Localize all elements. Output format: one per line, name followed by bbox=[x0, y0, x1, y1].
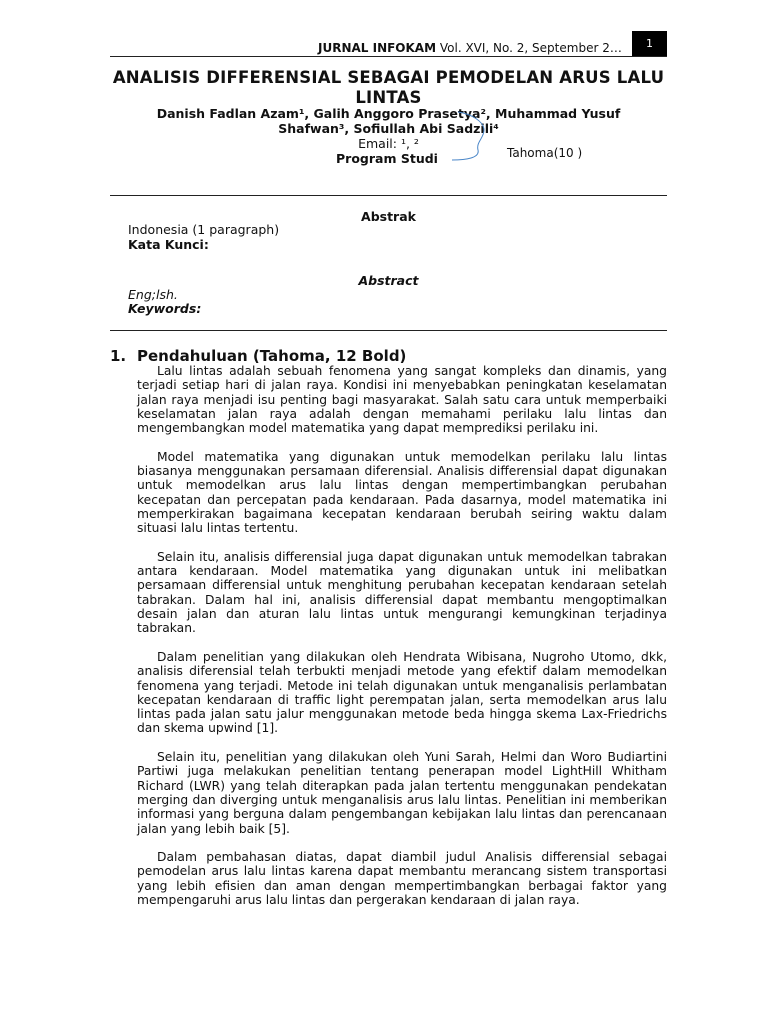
section-body bbox=[137, 364, 667, 922]
paragraph: Selain itu, penelitian yang dilakukan oleh Yuni Sarah, Helmi dan Woro Budiartini Partiwi juga melakukan penelitian tentang penerapan model LightHill Whitham Richard (LWR) yang telah diterapkan pada jalan tertentu menggunakan pendekatan merging dan diverging untuk menganalisis arus lalu lintas. Penelitian ini memberikan informasi yang berguna dalam pengembangan kebijakan lalu lintas dan perencanaan jalan yang lebih baik [5]. bbox=[137, 750, 667, 836]
abstract-text: Eng;lsh. bbox=[128, 287, 178, 302]
rule-top bbox=[110, 195, 667, 196]
journal-header bbox=[318, 41, 622, 55]
section-title: Pendahuluan (Tahoma, 12 Bold) bbox=[137, 347, 407, 365]
kata-kunci-label: Kata Kunci: bbox=[128, 237, 209, 252]
paragraph: Dalam penelitian yang dilakukan oleh Hendrata Wibisana, Nugroho Utomo, dkk, analisis diferensial telah terbukti menjadi metode yang efektif dalam memodelkan fenomena yang terjadi. Metode ini telah digunakan untuk menganalisis perlambatan kecepatan kendaraan di traffic light perempatan jalan, serta memodelkan arus lalu lintas pada jalan satu jalur menggunakan metode beda hingga skema Lax-Friedrichs dan skema upwind [1]. bbox=[137, 649, 667, 736]
author-list: Danish Fadlan Azam¹, Galih Anggoro Prasetya², Muhammad Yusuf Shafwan³, Sofiullah Abi Sadzili⁴ bbox=[156, 106, 621, 136]
paragraph: Selain itu, analisis differensial juga dapat digunakan untuk memodelkan tabrakan antara kendaraan. Model matematika yang digunakan untuk ini melibatkan persamaan differensial untuk menghitung perubahan kecepatan kendaraan setelah tabrakan. Dalam hal ini, analisis differensial dapat membantu mengoptimalkan desain jalan dan aturan lalu lintas untuk mengurangi kemungkinan terjadinya tabrakan. bbox=[137, 549, 667, 636]
page-number: 1 bbox=[632, 31, 667, 56]
email-line: Email: ¹, ² bbox=[358, 136, 419, 151]
abstrak-heading: Abstrak bbox=[361, 209, 416, 224]
header-rule bbox=[110, 56, 667, 57]
paragraph: Dalam pembahasan diatas, dapat diambil judul Analisis differensial sebagai pemodelan arus lalu lintas karena dapat membantu merancang sistem transportasi yang lebih efisien dan aman dengan mempertimbangkan berbagai faktor yang mempengaruhi arus lalu lintas dan pergerakan kendaraan di jalan raya. bbox=[137, 850, 667, 907]
abstrak-text: Indonesia (1 paragraph) bbox=[128, 222, 280, 237]
journal-volume: Vol. XVI, No. 2, September 2… bbox=[439, 41, 622, 55]
paragraph: Lalu lintas adalah sebuah fenomena yang sangat kompleks dan dinamis, yang terjadi setiap hari di jalan raya. Kondisi ini menyebabkan peningkatan keselamatan jalan raya menjadi isu penting bagi masyarakat. Salah satu cara untuk memperbaiki keselamatan jalan raya adalah dengan memahami perilaku lalu lintas dan mengembangkan model matematika yang dapat memprediksi perilaku ini. bbox=[137, 364, 667, 436]
paragraph: Model matematika yang digunakan untuk memodelkan perilaku lalu lintas biasanya menggunakan persamaan diferensial. Analisis differensial dapat digunakan untuk memodelkan arus lalu lintas dengan mempertimbangkan perubahan kecepatan dan percepatan pada kendaraan. Pada dasarnya, model matematika ini memperkirakan bagaimana kecepatan kendaraan berubah seiring waktu dalam situasi lalu lintas tertentu. bbox=[137, 449, 667, 536]
comment-note: Tahoma(10 ) bbox=[507, 146, 583, 160]
rule-bottom bbox=[110, 330, 667, 331]
section-number: 1. bbox=[110, 347, 127, 365]
section-heading bbox=[110, 347, 406, 365]
journal-name: JURNAL INFOKAM bbox=[318, 41, 437, 55]
keywords-label: Keywords: bbox=[128, 301, 202, 316]
program-studi: Program Studi bbox=[336, 151, 438, 166]
paper-title: ANALISIS DIFFERENSIAL SEBAGAI PEMODELAN ARUS LALU LINTAS bbox=[112, 68, 665, 107]
abstract-heading: Abstract bbox=[358, 273, 419, 288]
comment-connector bbox=[450, 108, 510, 168]
